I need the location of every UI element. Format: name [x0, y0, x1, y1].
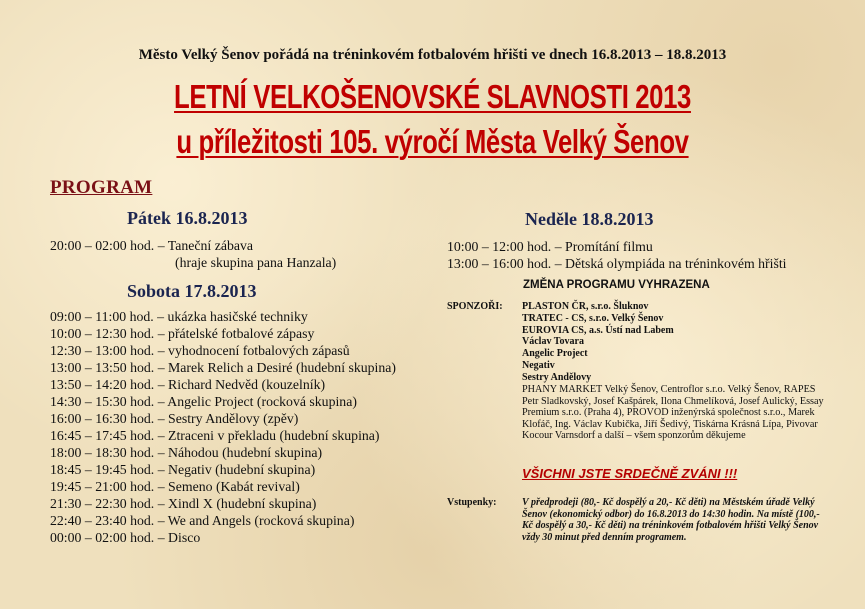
saturday-heading: Sobota 17.8.2013 [127, 281, 257, 301]
sunday-schedule [447, 238, 787, 272]
sponsor-item: Sestry Andělovy [522, 371, 592, 383]
schedule-item: 20:00 – 02:00 hod. – Taneční zábava [50, 238, 253, 253]
schedule-item: 09:00 – 11:00 hod. – ukázka hasičské techniky [50, 309, 308, 324]
schedule-item: 00:00 – 02:00 hod. – Disco [50, 530, 201, 545]
welcome-text: VŠICHNI JSTE SRDEČNĚ ZVÁNI !!! [522, 466, 738, 481]
schedule-item: 22:40 – 23:40 hod. – We and Angels (rocková skupina) [50, 513, 355, 528]
friday-schedule [50, 237, 336, 271]
sponsors-label: SPONZOŘI: [447, 301, 503, 312]
change-notice: ZMĚNA PROGRAMU VYHRAZENA [523, 279, 710, 291]
tickets-info: V předprodeji (80,- Kč dospělý a 20,- Kč děti) na Městském úřadě Velký Šenov (ekonomický odbor) do 16.8.2013 do 14:30 hodin. Na místě (100,- Kč dospělý a 30,- Kč děti) na tréninkovém fotbalovém hřišti Velký Šenov vždy 30 minut před denním programem. [522, 497, 820, 543]
sponsor-item: Angelic Project [522, 348, 588, 360]
schedule-item: 13:50 – 14:20 hod. – Richard Nedvěd (kouzelník) [50, 377, 326, 392]
sponsors-list [522, 301, 674, 384]
friday-heading: Pátek 16.8.2013 [127, 208, 248, 228]
main-title: LETNÍ VELKOŠENOVSKÉ SLAVNOSTI 2013 [174, 78, 691, 115]
schedule-item: 13:00 – 13:50 hod. – Marek Relich a Desiré (hudební skupina) [50, 360, 396, 375]
sponsor-item: PLASTON ČR, s.r.o. Šluknov [522, 301, 649, 312]
schedule-item: 18:45 – 19:45 hod. – Negativ (hudební skupina) [50, 462, 316, 477]
schedule-item: 14:30 – 15:30 hod. – Angelic Project (rocková skupina) [50, 394, 357, 409]
saturday-schedule [50, 308, 396, 546]
schedule-item: 18:00 – 18:30 hod. – Náhodou (hudební skupina) [50, 445, 323, 460]
sponsor-item: EUROVIA CS, a.s. Ústí nad Labem [522, 324, 674, 336]
schedule-item: 21:30 – 22:30 hod. – Xindl X (hudební skupina) [50, 496, 317, 511]
schedule-item: 10:00 – 12:30 hod. – přátelské fotbalové zápasy [50, 326, 315, 341]
tickets-label: Vstupenky: [447, 497, 497, 508]
schedule-item: 19:45 – 21:00 hod. – Semeno (Kabát revival) [50, 479, 300, 494]
schedule-item-note [50, 254, 336, 271]
schedule-item: 16:45 – 17:45 hod. – Ztraceni v překladu (hudební skupina) [50, 428, 380, 443]
sponsor-item: Václav Tovara [522, 336, 584, 348]
sponsor-item: Negativ [522, 359, 555, 371]
sunday-heading: Neděle 18.8.2013 [525, 209, 654, 229]
schedule-item: 13:00 – 16:00 hod. – Dětská olympiáda na tréninkovém hřišti [447, 256, 787, 271]
sponsor-item: TRATEC - CS, s.r.o. Velký Šenov [522, 312, 664, 324]
schedule-item: 12:30 – 13:00 hod. – vyhodnocení fotbalových zápasů [50, 343, 350, 358]
other-sponsors: PHANY MARKET Velký Šenov, Centroflor s.r.o. Velký Šenov, RAPES Petr Sladkovský, Josef Kašpárek, Ilona Chmelíková, Josef Aulický, Essay Premium s.r.o. (Praha 4), PROVOD inženýrská společnost s.r.o., Marek Klofáč, Ing. Václav Kubička, Jiří Šedivý, Tiskárna Krásná Lípa, Pivovar Kocour Varnsdorf a další – všem sponzorům děkujeme [522, 384, 824, 442]
schedule-item-sub: (hraje skupina pana Hanzala) [175, 255, 337, 270]
schedule-item: 16:00 – 16:30 hod. – Sestry Andělovy (zpěv) [50, 411, 299, 426]
intro-line: Město Velký Šenov pořádá na tréninkovém fotbalovém hřišti ve dnech 16.8.2013 – 18.8.2013 [138, 47, 727, 63]
program-heading: PROGRAM [50, 177, 153, 198]
subtitle: u příležitosti 105. výročí Města Velký Šenov [176, 123, 689, 160]
schedule-item: 10:00 – 12:00 hod. – Promítání filmu [447, 239, 653, 254]
